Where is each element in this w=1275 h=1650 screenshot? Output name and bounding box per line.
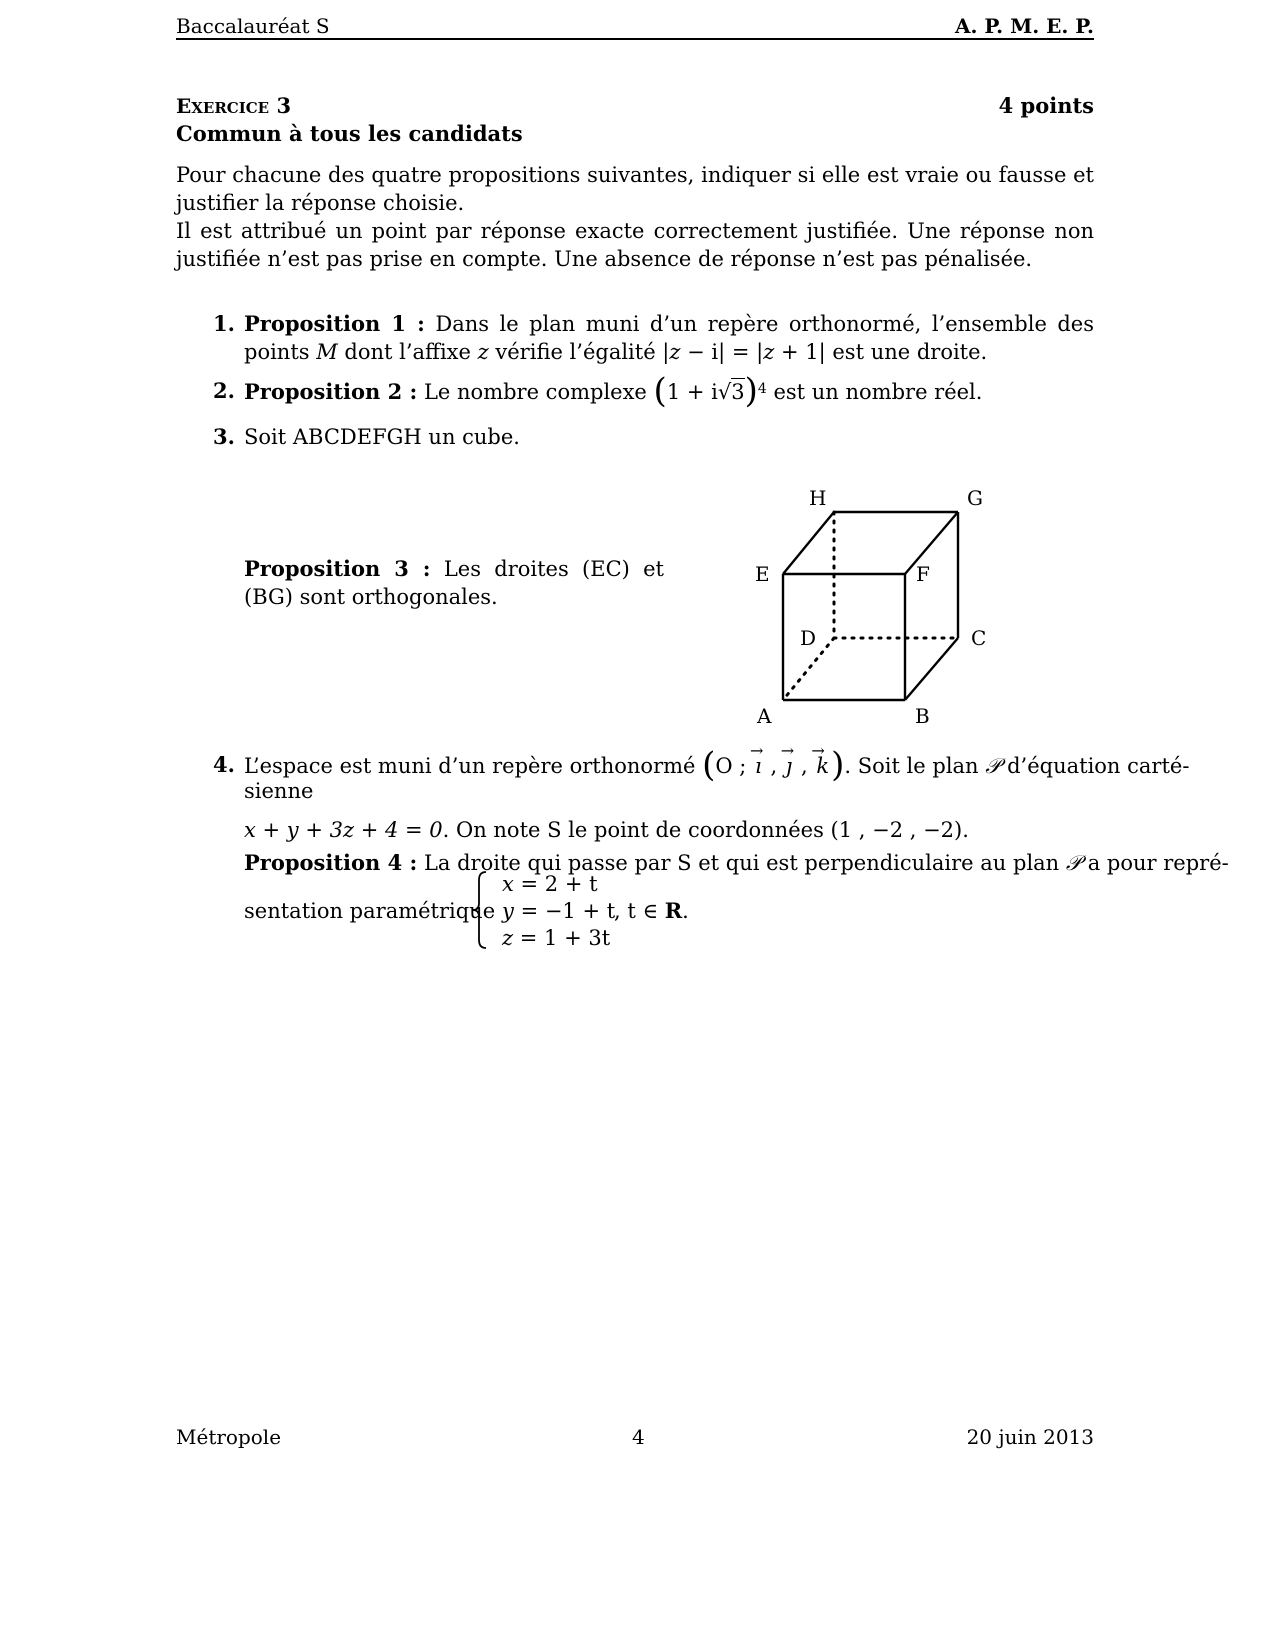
cube-label-C: C	[971, 626, 987, 650]
vector-i: → ı	[750, 741, 764, 778]
proposition-4-text-continued: sentation paramétrique	[244, 899, 496, 923]
item-3-text: Soit ABCDEFGH un cube.	[244, 425, 520, 449]
exercise-subtitle: Commun à tous les candidats	[176, 121, 523, 146]
vector-k: → k	[811, 741, 830, 778]
cube-label-D: D	[800, 626, 817, 650]
cube-label-E: E	[755, 562, 770, 586]
item-2-number: 2.	[213, 378, 235, 403]
footer-page-number: 4	[632, 1425, 645, 1449]
header-right: A. P. M. E. P.	[954, 14, 1094, 38]
footer-right: 20 juin 2013	[966, 1425, 1094, 1449]
cube-hidden-edge-DA	[783, 638, 834, 700]
header-left: Baccalauréat S	[176, 14, 330, 38]
item-2-text: Proposition 2 : Le nombre complexe $(1 + i√3)^4$ est un nombre réel.	[244, 371, 983, 411]
system-parameter: , t ∈ R.	[614, 898, 689, 923]
cube-label-F: F	[916, 562, 930, 586]
cube-label-B: B	[915, 704, 930, 728]
exercise-points: 4 points	[998, 93, 1094, 118]
cube-edge-CB	[905, 638, 958, 700]
system-row-x: x = 2 + t	[502, 872, 598, 896]
item-3-number: 3.	[213, 424, 235, 449]
item-4-line-2: sienne	[244, 779, 314, 803]
item-4-line-3: x + y + 3z + 4 = 0. On note S le point de coordonnées (1 , −2 , −2).	[244, 818, 969, 842]
item-1-text: Proposition 1 : Dans le plan muni d’un repère orthonormé, l’ensemble des points M dont l’affixe z vérifie l’égalité |z − i| = |z + 1| est une droite.	[244, 311, 1094, 364]
item-4-text-c: d’équation carté-	[1000, 754, 1190, 778]
system-row-z: z = 1 + 3t	[502, 926, 611, 950]
cube-label-A: A	[757, 704, 772, 728]
system-row-y: y = −1 + t	[502, 899, 616, 923]
intro-paragraph-2: Il est attribué un point par réponse exacte correctement justifiée. Une réponse non justifiée n’est pas prise en compte. Une absence de réponse n’est pas pénalisée.	[176, 219, 1094, 271]
exercise-title: EXERCICE 3	[176, 93, 292, 118]
item-4-line-1: L’espace est muni d’un repère orthonormé (O ; → ı , → ȷ , → k). Soit le plan 𝒫 d’équation carté-	[244, 741, 1190, 785]
cube-edge-EH	[783, 512, 834, 574]
cube-label-G: G	[967, 486, 983, 510]
cube-edge-GF	[905, 512, 958, 574]
item-4-number: 4.	[213, 752, 235, 777]
intro-paragraph-1: Pour chacune des quatre propositions suivantes, indiquer si elle est vraie ou fausse et justifier la réponse choisie.	[176, 163, 1094, 215]
system-brace	[470, 870, 490, 950]
proposition-4-text: Proposition 4 : La droite qui passe par S et qui est perpendiculaire au plan 𝒫 a pour repré-	[244, 850, 1229, 875]
vector-j: → ȷ	[780, 741, 795, 778]
header-rule	[176, 38, 1094, 40]
item-1-number: 1.	[213, 311, 235, 336]
footer-left: Métropole	[176, 1425, 282, 1449]
cube-label-H: H	[809, 486, 827, 510]
proposition-3-text: Proposition 3 : Les droites (EC) et (BG) sont orthogonales.	[244, 556, 664, 609]
